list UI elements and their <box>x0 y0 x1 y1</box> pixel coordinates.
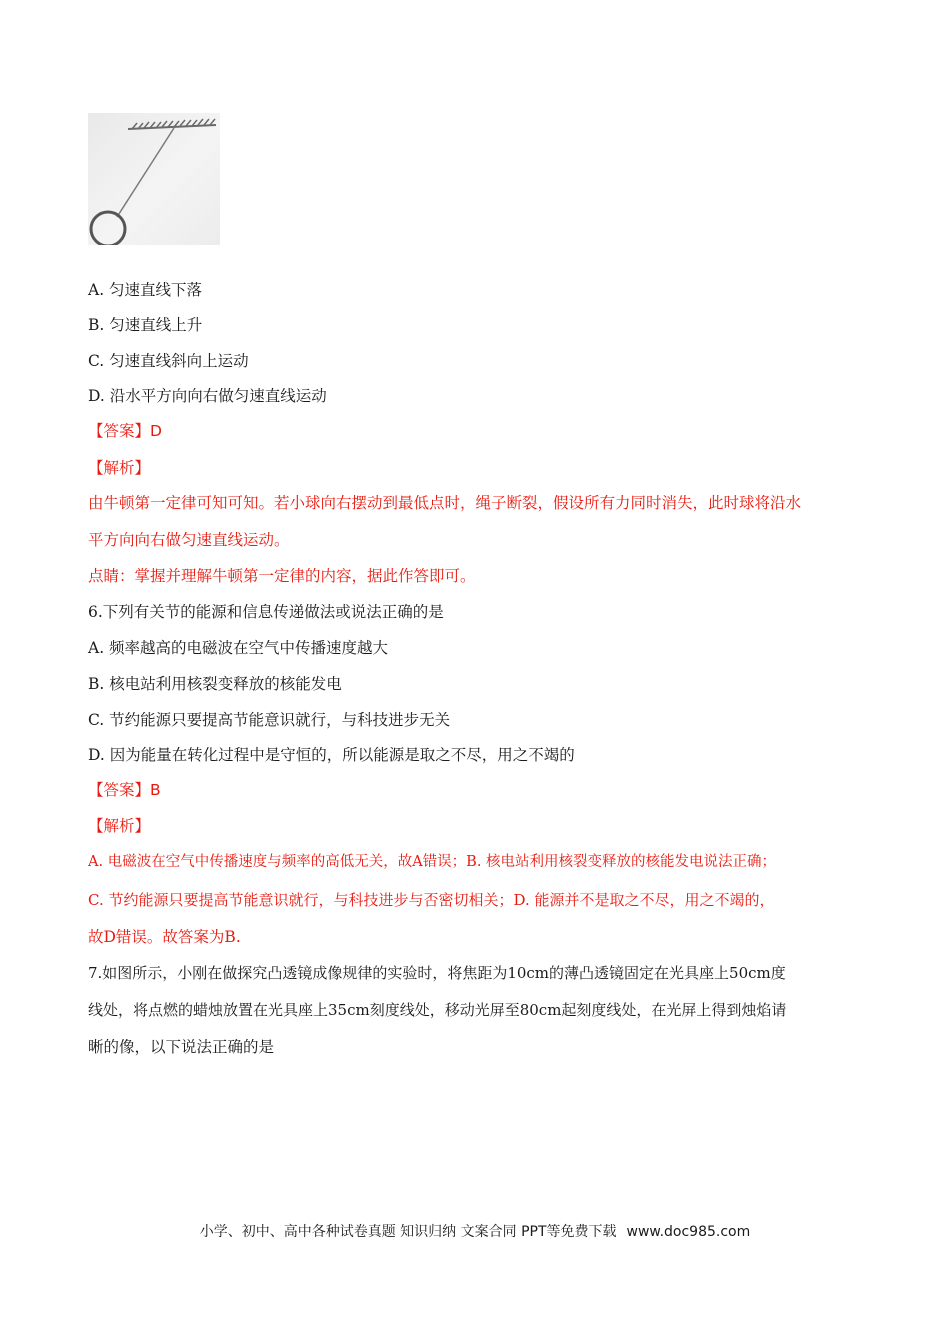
q5-answer: 【答案】D <box>88 422 162 440</box>
footer-text: 小学、初中、高中各种试卷真题 知识归纳 文案合同 PPT等免费下载 <box>199 1224 617 1240</box>
q6-answer: 【答案】B <box>88 781 161 799</box>
q6-analysis-line: A. 电磁波在空气中传播速度与频率的高低无关，故A错误；B. 核电站利用核裂变释放的核能发电说法正确； <box>88 854 777 870</box>
q5-analysis-label: 【解析】 <box>88 459 151 477</box>
q7-stem-line: 晰的像，以下说法正确的是 <box>88 1038 275 1056</box>
q6-option-b: B. 核电站利用核裂变释放的核能发电 <box>88 675 342 693</box>
q6-option-c: C. 节约能源只要提高节能意识就行，与科技进步无关 <box>88 711 451 729</box>
q6-stem: 6.下列有关节的能源和信息传递做法或说法正确的是 <box>88 603 444 621</box>
q6-option-d: D. 因为能量在转化过程中是守恒的，所以能源是取之不尽，用之不竭的 <box>88 746 575 764</box>
q5-option-d: D. 沿水平方向向右做匀速直线运动 <box>88 387 327 405</box>
q5-tip: 点睛：掌握并理解牛顿第一定律的内容，据此作答即可。 <box>88 567 476 585</box>
q5-option-a: A. 匀速直线下落 <box>88 281 203 299</box>
footer-url[interactable]: www.doc985.com <box>626 1224 751 1240</box>
q6-option-a: A. 频率越高的电磁波在空气中传播速度越大 <box>88 639 389 657</box>
q5-option-b: B. 匀速直线上升 <box>88 316 203 334</box>
q7-stem-line: 线处，将点燃的蜡烛放置在光具座上35cm刻度线处，移动光屏至80cm起刻度线处，在光屏上得到烛焰请 <box>88 1001 787 1019</box>
pendulum-figure <box>88 113 220 245</box>
q7-stem-line: 7.如图所示，小刚在做探究凸透镜成像规律的实验时，将焦距为10cm的薄凸透镜固定在光具座上50cm度 <box>88 964 786 982</box>
q5-analysis-line: 平方向向右做匀速直线运动。 <box>88 531 290 549</box>
page-footer <box>0 1221 950 1241</box>
q5-analysis-line: 由牛顿第一定律可知可知。若小球向右摆动到最低点时，绳子断裂，假设所有力同时消失，此时球将沿水 <box>88 494 802 512</box>
q6-analysis-line: 故D错误。故答案为B. <box>88 928 241 946</box>
q5-option-c: C. 匀速直线斜向上运动 <box>88 352 249 370</box>
q6-analysis-label: 【解析】 <box>88 817 151 835</box>
q6-analysis-line: C. 节约能源只要提高节能意识就行，与科技进步与否密切相关；D. 能源并不是取之不尽，用之不竭的， <box>88 891 775 909</box>
